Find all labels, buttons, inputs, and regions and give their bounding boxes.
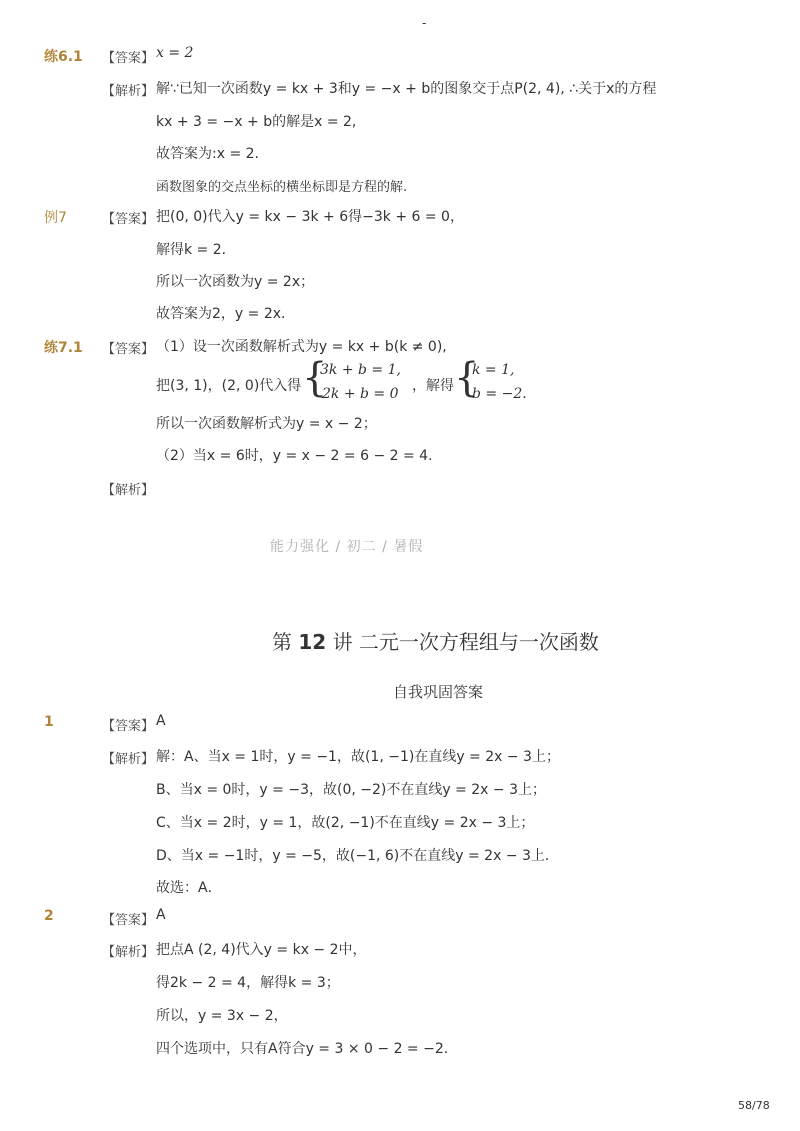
answer-line: 解得k = 2． [156,242,236,258]
analysis-line: 四个选项中，只有A符合y = 3 × 0 − 2 = −2. [156,1041,449,1057]
page-number: 58/78 [738,1099,770,1112]
answer-text: A [156,907,166,923]
answer-line: ，解得 [412,378,454,394]
left-brace: { [302,355,328,401]
answer-tag: 【答案】 [102,719,155,734]
answer-text: x = 2 [156,45,194,61]
answer-tag: 【答案】 [102,342,155,357]
item-number-e71: 练7.1 [44,340,83,356]
answer-line: 所以一次函数为y = 2x； [156,274,315,290]
lecture-title [272,626,599,655]
lecture-number: 12 [298,630,327,654]
answer-tag: 【答案】 [102,212,155,227]
analysis-line: 把点A (2, 4)代入y = kx − 2中， [156,942,367,958]
answer-line: 把(0, 0)代入y = kx − 3k + 6得−3k + 6 = 0， [156,209,464,225]
analysis-tag: 【解析】 [102,84,155,99]
system-solution: k = 1, [472,362,515,378]
answer-line: （1）设一次函数解析式为y = kx + b(k ≠ 0), [156,339,447,355]
lecture-title-rest: 讲 二元一次方程组与一次函数 [332,630,599,654]
system-solution: b = −2. [472,386,527,402]
page-footer: 能力强化 / 初二 / 暑假 [270,539,424,555]
item-number-ex7: 例7 [44,210,67,226]
analysis-line: 故答案为:x = 2. [156,146,259,162]
analysis-tag: 【解析】 [102,945,155,960]
answer-line: 所以一次函数解析式为y = x − 2； [156,416,377,432]
analysis-line: C、当x = 2时，y = 1，故(2, −1)不在直线y = 2x − 3上； [156,815,535,831]
analysis-tag: 【解析】 [102,483,155,498]
system-equation: 3k + b = 1, [320,362,401,378]
left-brace: { [454,355,480,401]
system-equation: 2k + b = 0 [322,386,399,402]
analysis-line: 解：A、当x = 1时，y = −1，故(1, −1)在直线y = 2x − 3上； [156,749,560,765]
section-title: 自我巩固答案 [393,683,484,701]
item-number-e61: 练6.1 [44,49,83,65]
answer-line: 故答案为2，y = 2x． [156,306,296,322]
question-number: 1 [44,714,54,730]
analysis-tag: 【解析】 [102,752,155,767]
answer-text: A [156,713,166,729]
analysis-line: B、当x = 0时，y = −3，故(0, −2)不在直线y = 2x − 3上； [156,782,546,798]
lecture-title-prefix: 第 [272,630,292,654]
analysis-line: 解∵已知一次函数y = kx + 3和y = −x + b的图象交于点P(2, 4), ∴关于x的方程 [156,81,657,97]
question-number: 2 [44,908,54,924]
answer-line: （2）当x = 6时，y = x − 2 = 6 − 2 = 4. [156,448,433,464]
analysis-line: D、当x = −1时，y = −5，故(−1, 6)不在直线y = 2x − 3上． [156,848,559,864]
answer-tag: 【答案】 [102,913,155,928]
header-mark: - [422,16,427,30]
analysis-line: kx + 3 = −x + b的解是x = 2, [156,114,357,130]
answer-line: 把(3, 1)，(2, 0)代入得 [156,378,302,394]
answer-tag: 【答案】 [102,51,155,66]
analysis-line: 故选：A． [156,880,222,896]
analysis-line: 函数图象的交点坐标的横坐标即是方程的解. [156,180,408,195]
analysis-line: 得2k − 2 = 4，解得k = 3； [156,975,340,991]
analysis-line: 所以，y = 3x − 2， [156,1008,288,1024]
